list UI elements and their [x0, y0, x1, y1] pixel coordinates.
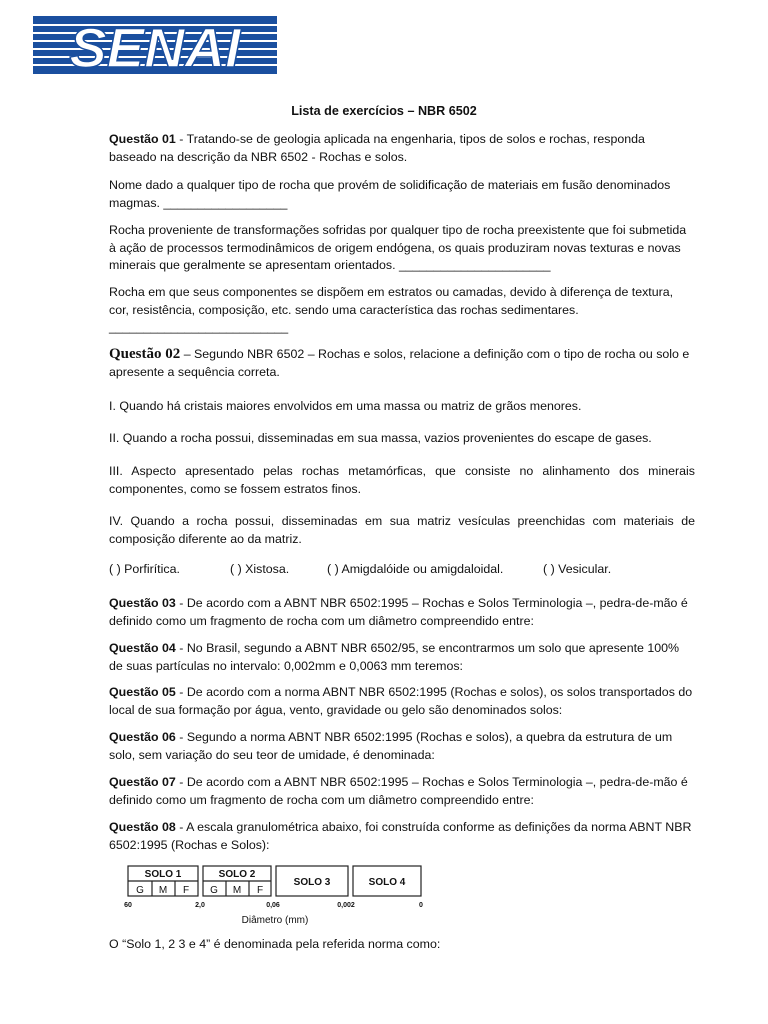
- question-text: - De acordo com a ABNT NBR 6502:1995 – Rochas e Solos Terminologia –, pedra-de-mão é definido como um fragmento de rocha com um diâmetro compreendido entre:: [109, 596, 688, 628]
- scale-sub-g: G: [210, 885, 218, 896]
- logo-text: SENAI: [69, 16, 241, 74]
- question-text: - No Brasil, segundo a ABNT NBR 6502/95, se encontrarmos um solo que apresente 100% de suas partículas no intervalo: 0,002mm e 0,0063 mm teremos:: [109, 641, 680, 673]
- question-label: Questão 03: [109, 596, 176, 610]
- q2-item-1: I. Quando há cristais maiores envolvidos em uma massa ou matriz de grãos menores.: [109, 399, 582, 413]
- question-label: Questão 02: [109, 346, 181, 362]
- q2-item-3: III. Aspecto apresentado pelas rochas metamórficas, que consiste no alinhamento dos minerais componentes, como se fossem estratos finos.: [109, 464, 695, 496]
- scale-tick: 0,06: [266, 902, 280, 909]
- question-text: – Segundo NBR 6502 – Rochas e solos, relacione a definição com o tipo de rocha ou solo e apresente a sequência correta.: [109, 347, 690, 379]
- scale-sub-m: M: [232, 885, 242, 896]
- question-label: Questão 08: [109, 820, 176, 834]
- question-04: [109, 640, 695, 675]
- page-title: Lista de exercícios – NBR 6502: [291, 104, 477, 118]
- question-07: [109, 774, 695, 809]
- option-amigdaloide[interactable]: ( ) Amigdalóide ou amigdaloidal.: [327, 562, 504, 576]
- question-text: - Segundo a norma ABNT NBR 6502:1995 (Rochas e solos), a quebra da estrutura de um solo, sem variação do seu teor de umidade, é denominada:: [109, 730, 673, 762]
- scale-axis-label: Diâmetro (mm): [241, 915, 309, 926]
- question-label: Questão 07: [109, 775, 176, 789]
- closing-question: O “Solo 1, 2 3 e 4” é denominada pela referida norma como:: [109, 937, 441, 951]
- scale-box-solo-3: SOLO 3: [293, 877, 331, 888]
- scale-tick: 2,0: [195, 902, 205, 909]
- question-label: Questão 04: [109, 641, 176, 655]
- question-text: - A escala granulométrica abaixo, foi construída conforme as definições da norma ABNT NBR 6502:1995 (Rochas e Solos):: [109, 820, 692, 852]
- q2-item-2: II. Quando a rocha possui, disseminadas em sua massa, vazios provenientes do escape de gases.: [109, 431, 652, 445]
- question-text: - De acordo com a ABNT NBR 6502:1995 – Rochas e Solos Terminologia –, pedra-de-mão é definido como um fragmento de rocha com um diâmetro compreendido entre:: [109, 775, 688, 807]
- q1-item-1: Nome dado a qualquer tipo de rocha que provém de solidificação de materiais em fusão denominados magmas. __________________: [109, 178, 671, 210]
- question-text: - De acordo com a norma ABNT NBR 6502:1995 (Rochas e solos), os solos transportados do local de sua formação por água, vento, gravidade ou gelo são denominados solos:: [109, 685, 693, 717]
- question-06: [109, 729, 695, 764]
- scale-box-solo-1: SOLO 1: [144, 869, 182, 880]
- scale-tick: 0,002: [337, 902, 355, 909]
- scale-tick: 0: [419, 902, 423, 909]
- scale-sub-f: F: [256, 885, 264, 896]
- question-label: Questão 06: [109, 730, 176, 744]
- q1-item-3: Rocha em que seus componentes se dispõem em estratos ou camadas, devido à diferença de textura, cor, resistência, composição, etc. sendo uma característica das rochas sedimentares. __________________________: [109, 285, 674, 334]
- senai-logo: [33, 16, 277, 74]
- q2-item-4: IV. Quando a rocha possui, disseminadas em sua matriz vesículas preenchidas com materiais de composição diferente ao da matriz.: [109, 514, 695, 546]
- question-08: [109, 819, 695, 854]
- question-05: [109, 684, 695, 719]
- question-03: [109, 595, 695, 630]
- granulometric-scale: [120, 862, 430, 932]
- scale-tick: 60: [124, 902, 132, 909]
- q1-item-2: Rocha proveniente de transformações sofridas por qualquer tipo de rocha preexistente que foi submetida à ação de processos termodinâmicos de origem endógena, os quais produziram novas texturas e novas minerais que geralmente se apresentam orientados. ______________________: [109, 223, 687, 272]
- question-label: Questão 01: [109, 132, 176, 146]
- question-text: - Tratando-se de geologia aplicada na engenharia, tipos de solos e rochas, responda baseado na descrição da NBR 6502 - Rochas e solos.: [109, 132, 645, 164]
- scale-sub-m: M: [158, 885, 168, 896]
- scale-sub-g: G: [136, 885, 144, 896]
- option-vesicular[interactable]: ( ) Vesicular.: [543, 562, 612, 576]
- question-01: [109, 131, 695, 166]
- scale-box-solo-2: SOLO 2: [218, 869, 256, 880]
- question-label: Questão 05: [109, 685, 176, 699]
- question-02: [109, 346, 695, 381]
- option-porfiritica[interactable]: ( ) Porfirítica.: [109, 562, 180, 576]
- option-xistosa[interactable]: ( ) Xistosa.: [230, 562, 290, 576]
- scale-sub-f: F: [182, 885, 190, 896]
- scale-box-solo-4: SOLO 4: [368, 877, 406, 888]
